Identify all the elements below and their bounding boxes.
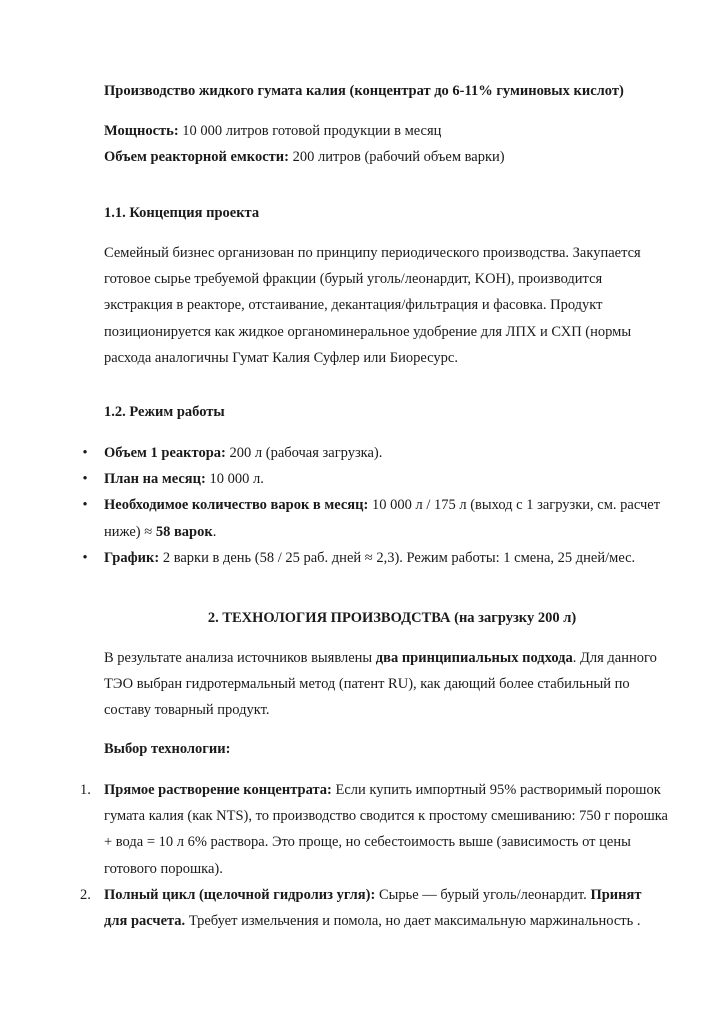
- reactor-label: Объем реакторной емкости:: [104, 149, 289, 165]
- list-item-text: 10 000 л.: [205, 471, 264, 488]
- reactor-line: [104, 144, 680, 170]
- list-item: [82, 466, 668, 492]
- list-number: 2.: [80, 886, 91, 903]
- option-label: Прямое растворение концентрата:: [104, 782, 332, 798]
- list-item-tail: .: [212, 523, 217, 540]
- section-2-heading: 2. ТЕХНОЛОГИЯ ПРОИЗВОДСТВА (на загрузку 200 л): [207, 610, 577, 626]
- section-1-2-heading: 1.2. Режим работы: [104, 404, 225, 420]
- list-item-label: План на месяц:: [104, 471, 206, 488]
- capacity-value: 10 000 литров готовой продукции в месяц: [178, 123, 442, 139]
- work-mode-list: [82, 440, 668, 571]
- list-item-text: 10 000 л / 175 л (выход с 1 загрузки, см. расчет ниже) ≈: [104, 497, 661, 540]
- list-item-label: Объем 1 реактора:: [104, 445, 226, 461]
- bullet-icon: •: [82, 549, 88, 566]
- option-text: Если купить импортный 95% растворимый порошок гумата калия (как NTS), то производство сводится к простому смешиванию: 750 г порошка + вода = 10 л 6% раствора. Это проще, но себестоимость выше (зависимость от цены готового порошка).: [104, 782, 668, 877]
- document-title: Производство жидкого гумата калия (концентрат до 6-11% гуминовых кислот): [104, 83, 624, 99]
- list-item-label: График:: [104, 549, 160, 566]
- technology-options-list: [80, 777, 668, 934]
- technology-choice-heading: Выбор технологии:: [104, 741, 231, 757]
- section-1-1-heading: 1.1. Концепция проекта: [104, 205, 260, 221]
- list-item-text: 2 варки в день (58 / 25 раб. дней ≈ 2,3). Режим работы: 1 смена, 25 дней/мес.: [159, 549, 636, 566]
- list-item: [80, 882, 668, 934]
- bullet-icon: •: [82, 497, 88, 514]
- list-item: [82, 440, 668, 466]
- list-item-label: Необходимое количество варок в месяц:: [104, 497, 369, 514]
- intro-bold: два принципиальных подхода: [375, 650, 573, 666]
- reactor-value: 200 литров (рабочий объем варки): [288, 149, 505, 165]
- list-item: [82, 492, 668, 544]
- list-item-text: 200 л (рабочая загрузка).: [225, 445, 383, 461]
- list-item: [80, 777, 668, 882]
- section-1-1-paragraph: Семейный бизнес организован по принципу периодического производства. Закупается готовое сырье требуемой фракции (бурый уголь/леонардит, KOH), производится экстракция в реакторе, отстаивание, декантация/фильтрация и фасовка. Продукт позиционируется как жидкое органоминеральное удобрение для ЛПХ и СХП (нормы расхода аналогичны Гумат Калия Суфлер или Биоресурс.: [104, 245, 641, 366]
- intro-text-b: . Для данного ТЭО выбран гидротермальный метод (патент RU), как дающий более стабильный по составу товарный продукт.: [104, 650, 657, 719]
- intro-text-a: В результате анализа источников выявлены: [104, 650, 376, 666]
- list-number: 1.: [80, 782, 91, 798]
- section-2-intro: [104, 645, 668, 724]
- bullet-icon: •: [82, 445, 88, 461]
- list-item-bold-tail: 58 варок: [155, 523, 213, 540]
- list-item: [82, 545, 668, 571]
- option-text: Сырье — бурый уголь/леонардит.: [375, 886, 591, 903]
- bullet-icon: •: [82, 471, 88, 488]
- capacity-label: Мощность:: [104, 123, 179, 139]
- option-bold-mid: Принят для расчета.: [104, 886, 642, 930]
- capacity-line: [104, 118, 680, 144]
- option-tail: Требует измельчения и помола, но дает максимальную маржинальность .: [185, 913, 641, 930]
- option-label: Полный цикл (щелочной гидролиз угля):: [104, 886, 376, 903]
